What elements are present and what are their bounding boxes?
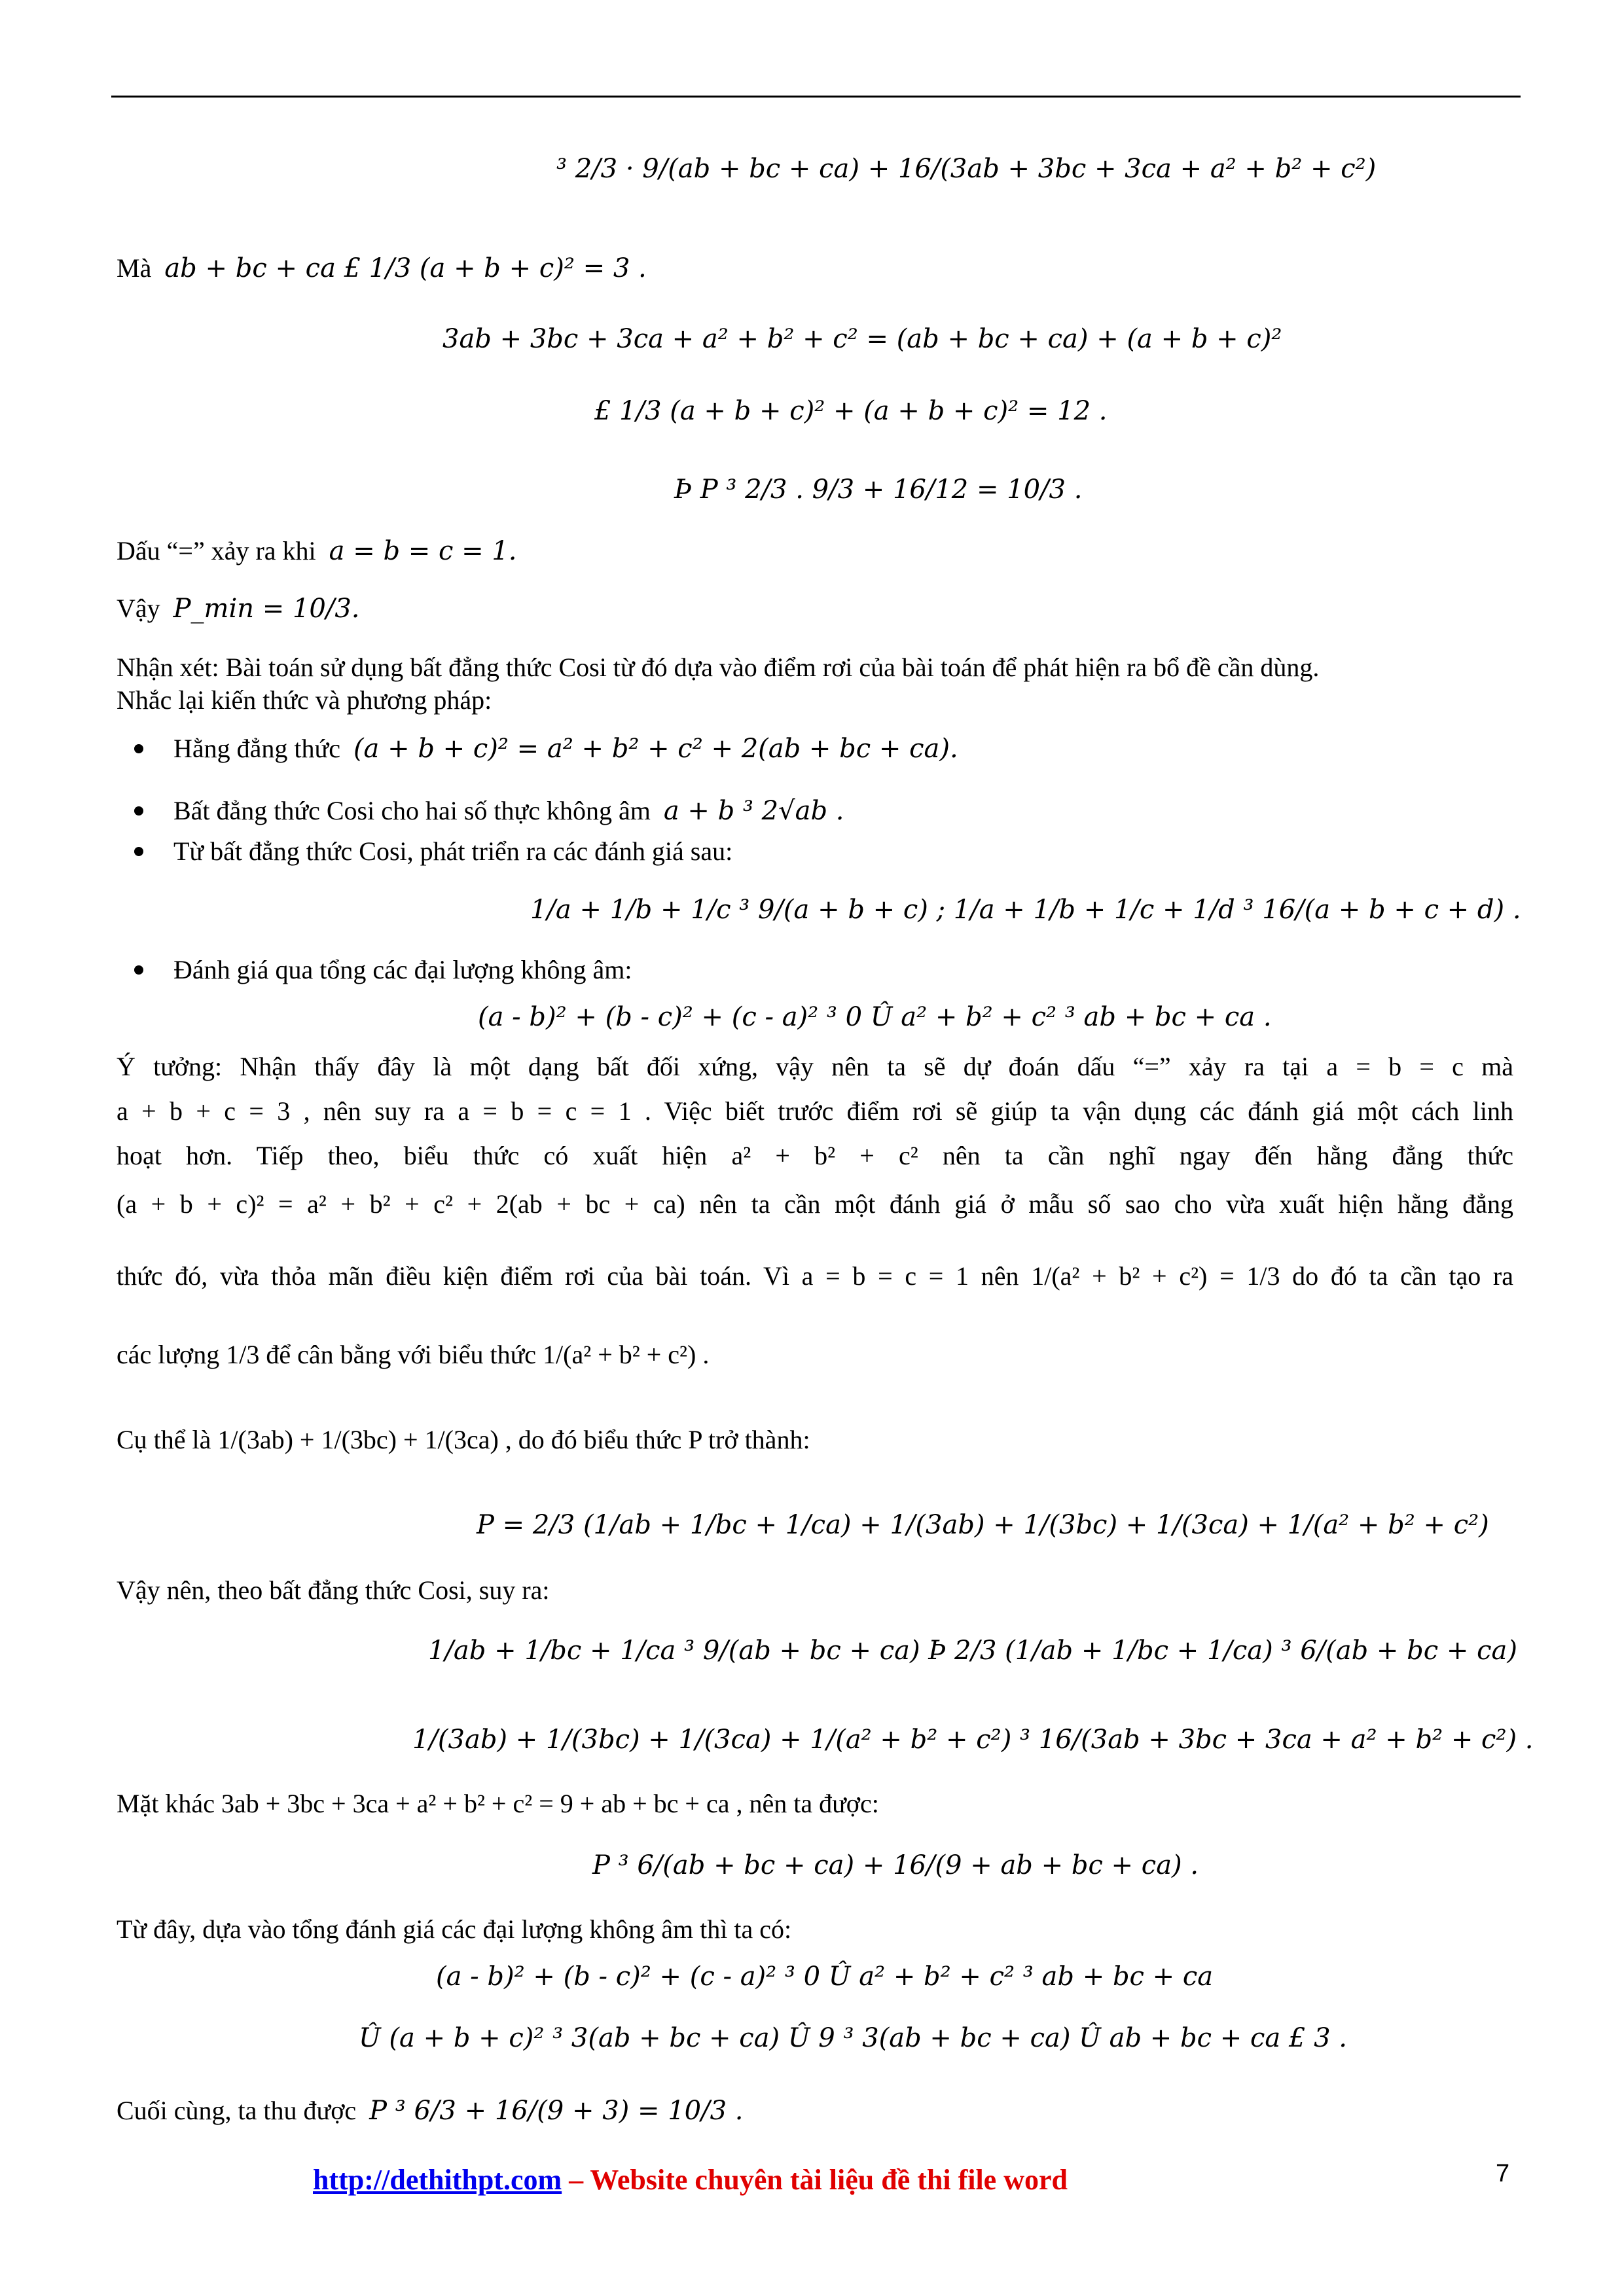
- bullet-item-3: Từ bất đẳng thức Cosi, phát triển ra các đánh giá sau:: [173, 836, 733, 866]
- text-vay-nen: Vậy nên, theo bất đẳng thức Cosi, suy ra:: [117, 1575, 550, 1605]
- text-idea-2: a + b + c = 3 , nên suy ra a = b = c = 1 . Việc biết trước điểm rơi sẽ giúp ta vận dụng các đánh giá một cách linh: [117, 1096, 1513, 1126]
- text-ma: Mà ab + bc + ca £ 1/3 (a + b + c)² = 3 .: [117, 253, 647, 283]
- text-nhan-xet: Nhận xét: Bài toán sử dụng bất đẳng thức Cosi từ đó dựa vào điểm rơi của bài toán để phát hiện ra bổ đề cần dùng.: [117, 653, 1320, 682]
- text-cu-the: Cụ thể là 1/(3ab) + 1/(3bc) + 1/(3ca) , do đó biểu thức P trở thành:: [117, 1425, 810, 1454]
- footer: [313, 2163, 1068, 2197]
- text-idea-3: hoạt hơn. Tiếp theo, biểu thức có xuất hiện a² + b² + c² nên ta cần nghĩ ngay đến hằng đẳng thức: [117, 1141, 1513, 1170]
- equation-p-bound: Þ P ³ 2/3 . 9/3 + 16/12 = 10/3 .: [674, 475, 1083, 505]
- equation-cosi-2: 1/(3ab) + 1/(3bc) + 1/(3ca) + 1/(a² + b² + c²) ³ 16/(3ab + 3bc + 3ca + a² + b² + c²) .: [412, 1725, 1534, 1755]
- text-idea-4: (a + b + c)² = a² + b² + c² + 2(ab + bc + ca) nên ta cần một đánh giá ở mẫu số sao cho vừa xuất hiện hằng đẳng: [117, 1189, 1513, 1219]
- equation-p-lower: P ³ 6/(ab + bc + ca) + 16/(9 + ab + bc + ca) .: [592, 1850, 1199, 1880]
- text-equality-case: Dấu “=” xảy ra khi a = b = c = 1.: [117, 536, 517, 566]
- bullet-item-4: Đánh giá qua tổng các đại lượng không âm:: [173, 955, 632, 984]
- bullet-3: [134, 847, 143, 856]
- page-number: 7: [1496, 2160, 1510, 2187]
- bullet-item-1: Hằng đẳng thức (a + b + c)² = a² + b² + c² + 2(ab + bc + ca).: [173, 734, 958, 764]
- text-mat-khac: Mặt khác 3ab + 3bc + 3ca + a² + b² + c² = 9 + ab + bc + ca , nên ta được:: [117, 1789, 879, 1818]
- equation-final-2: Û (a + b + c)² ³ 3(ab + bc + ca) Û 9 ³ 3(ab + bc + ca) Û ab + bc + ca £ 3 .: [359, 2023, 1347, 2053]
- bullet-4: [134, 965, 143, 975]
- equation-nonneg-sum: (a - b)² + (b - c)² + (c - a)² ³ 0 Û a² + b² + c² ³ ab + bc + ca .: [478, 1002, 1272, 1032]
- equation-final-1: (a - b)² + (b - c)² + (c - a)² ³ 0 Û a² + b² + c² ³ ab + bc + ca: [436, 1962, 1214, 1992]
- bullet-2: [134, 806, 143, 816]
- equation-le12: £ 1/3 (a + b + c)² + (a + b + c)² = 12 .: [594, 396, 1108, 426]
- equation-top: ³ 2/3 · 9/(ab + bc + ca) + 16/(3ab + 3bc + 3ca + a² + b² + c²): [556, 154, 1377, 184]
- text-idea-5: thức đó, vừa thỏa mãn điều kiện điểm rơi của bài toán. Vì a = b = c = 1 nên 1/(a² + b² + c²) = 1/3 do đó ta cần tạo ra: [117, 1261, 1513, 1291]
- text-idea-1: Ý tưởng: Nhận thấy đây là một dạng bất đối xứng, vậy nên ta sẽ dự đoán dấu “=” xảy ra tại a = b = c mà: [117, 1052, 1513, 1081]
- text-tu-day: Từ đây, dựa vào tổng đánh giá các đại lượng không âm thì ta có:: [117, 1914, 792, 1944]
- equation-cosi-1: 1/ab + 1/bc + 1/ca ³ 9/(ab + bc + ca) Þ 2/3 (1/ab + 1/bc + 1/ca) ³ 6/(ab + bc + ca): [428, 1636, 1517, 1666]
- header-rule: [111, 96, 1521, 98]
- text-cuoi-cung: Cuối cùng, ta thu được P ³ 6/3 + 16/(9 + 3) = 10/3 .: [117, 2096, 744, 2126]
- equation-cosi-forms: 1/a + 1/b + 1/c ³ 9/(a + b + c) ; 1/a + 1/b + 1/c + 1/d ³ 16/(a + b + c + d) .: [530, 895, 1521, 925]
- bullet-1: [134, 744, 143, 753]
- equation-expand: 3ab + 3bc + 3ca + a² + b² + c² = (ab + bc + ca) + (a + b + c)²: [442, 324, 1282, 354]
- text-pmin: Vậy P_min = 10/3.: [117, 594, 360, 624]
- footer-link[interactable]: http://dethithpt.com: [313, 2164, 562, 2196]
- bullet-item-2: Bất đẳng thức Cosi cho hai số thực không âm a + b ³ 2√ab .: [173, 796, 844, 826]
- text-idea-6: các lượng 1/3 để cân bằng với biểu thức 1/(a² + b² + c²) .: [117, 1340, 710, 1369]
- text-nhac-lai: Nhắc lại kiến thức và phương pháp:: [117, 685, 492, 715]
- footer-text: – Website chuyên tài liệu đề thi file word: [562, 2164, 1068, 2196]
- equation-P-rewrite: P = 2/3 (1/ab + 1/bc + 1/ca) + 1/(3ab) + 1/(3bc) + 1/(3ca) + 1/(a² + b² + c²): [477, 1510, 1489, 1540]
